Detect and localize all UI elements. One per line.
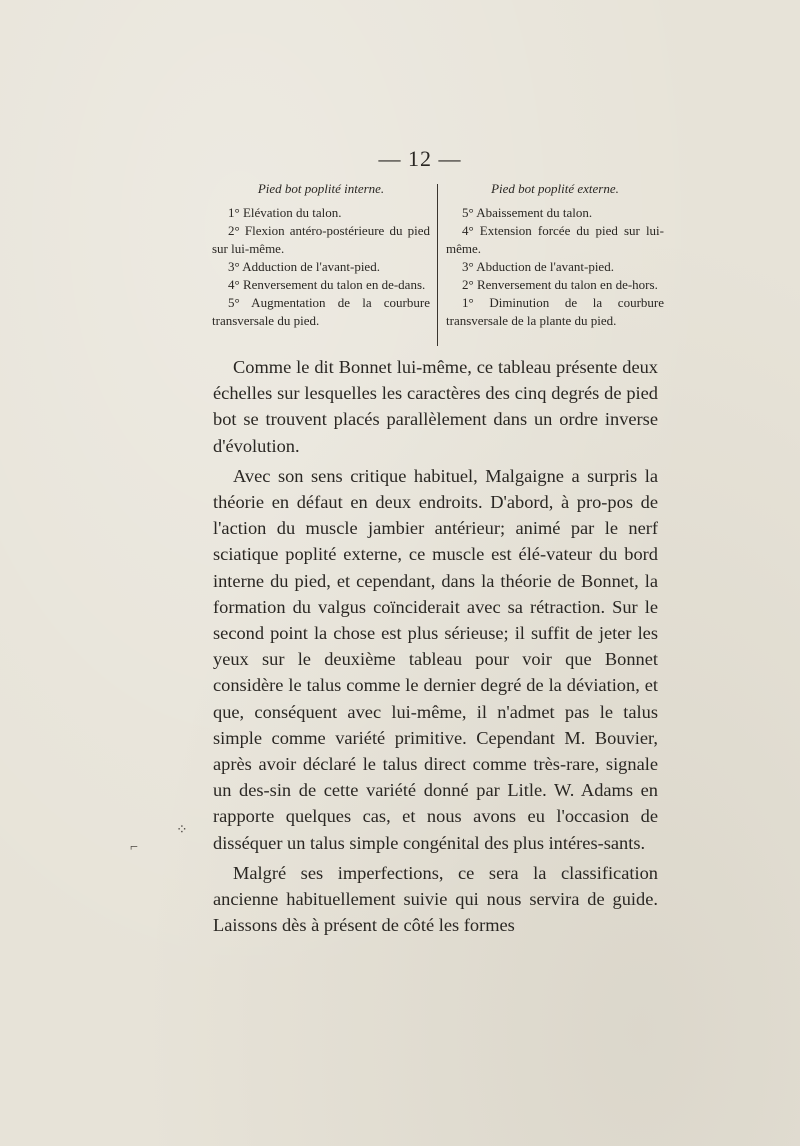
page-number: — 12 —	[378, 146, 462, 171]
list-item: 5° Augmentation de la courbure transversale du pied.	[212, 295, 430, 328]
column-heading-internal: Pied bot poplité interne.	[257, 181, 385, 196]
paragraph: Malgré ses imperfections, ce sera la classification ancienne habituellement suivie qui nous servira de guide. Laissons dès à présent de côté les formes	[213, 862, 658, 936]
list-item: 1° Elévation du talon.	[228, 205, 342, 220]
comparison-table	[212, 180, 664, 350]
list-item: 3° Abduction de l'avant-pied.	[462, 259, 614, 274]
margin-mark: ⌐	[130, 840, 138, 855]
column-divider	[437, 184, 438, 346]
list-item: 5° Abaissement du talon.	[462, 205, 593, 220]
list-item: 2° Renversement du talon en de-hors.	[462, 277, 658, 292]
list-item: 4° Renversement du talon en de-dans.	[228, 277, 426, 292]
table-column-external	[446, 180, 664, 330]
paragraph: Comme le dit Bonnet lui-même, ce tableau présente deux échelles sur lesquelles les caractères des cinq degrés de pied bot se trouvent placés parallèlement dans un ordre inverse d'évolution.	[213, 357, 658, 456]
list-item: 1° Diminution de la courbure transversale de la plante du pied.	[446, 295, 664, 328]
list-item: 3° Adduction de l'avant-pied.	[228, 259, 380, 274]
column-heading-external: Pied bot poplité externe.	[491, 181, 619, 196]
body-text	[213, 354, 658, 942]
list-item: 4° Extension forcée du pied sur lui-même.	[446, 223, 664, 256]
margin-mark: ⁘	[176, 823, 188, 838]
paragraph: Avec son sens critique habituel, Malgaigne a surpris la théorie en défaut en deux endroits. D'abord, à pro-pos de l'action du muscle jambier antérieur; animé par le nerf sciatique poplité externe, ce muscle est élé-vateur du bord interne du pied, et cependant, dans la théorie de Bonnet, la formation du valgus coïnciderait avec sa rétraction. Sur le second point la chose est plus sérieuse; il suffit de jeter les yeux sur le deuxième tableau pour voir que Bonnet considère le talus comme le dernier degré de la déviation, et que, conséquent avec lui-même, il n'admet pas le talus simple comme variété primitive. Cependant M. Bouvier, après avoir déclaré le talus direct comme très-rare, signale un des-sin de cette variété donné par Litle. W. Adams en rapporte quelques cas, et nous avons eu l'occasion de disséquer un talus simple congénital des plus intéres-sants.	[213, 465, 658, 853]
list-item: 2° Flexion antéro-postérieure du pied sur lui-même.	[212, 223, 430, 256]
table-column-internal	[212, 180, 430, 330]
